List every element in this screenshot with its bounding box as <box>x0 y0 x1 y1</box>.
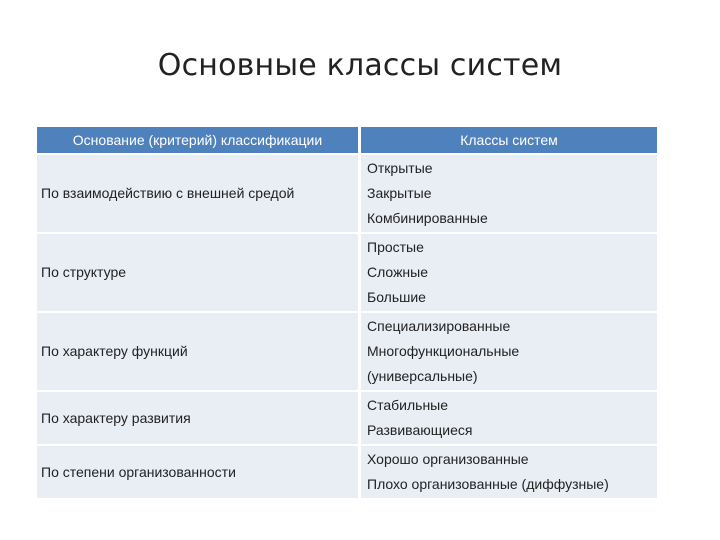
classes-cell <box>360 445 658 499</box>
table-row <box>37 312 657 391</box>
class-item: Хорошо организованные <box>367 451 529 467</box>
table-row <box>37 233 657 312</box>
class-item: Специализированные <box>367 318 511 334</box>
table-row <box>37 445 657 499</box>
classes-cell <box>360 312 658 391</box>
class-item: Комбинированные <box>367 210 488 226</box>
slide-title: Основные классы систем <box>157 48 563 83</box>
criterion-cell: По взаимодействию с внешней средой <box>37 154 360 233</box>
criterion-cell: По характеру функций <box>37 312 360 391</box>
criterion-cell: По степени организованности <box>37 445 360 499</box>
column-header-criterion: Основание (критерий) классификации <box>37 127 360 154</box>
class-item: Стабильные <box>367 397 449 413</box>
criterion-cell: По характеру развития <box>37 391 360 445</box>
class-item: Многофункциональные <box>367 343 520 359</box>
classes-cell <box>360 154 658 233</box>
class-item: Большие <box>367 289 426 305</box>
classification-table <box>37 127 657 500</box>
class-item: Плохо организованные (диффузные) <box>367 476 609 492</box>
class-item: Простые <box>367 239 424 255</box>
classes-cell <box>360 391 658 445</box>
column-header-classes: Классы систем <box>360 127 658 154</box>
classes-cell <box>360 233 658 312</box>
class-item: Сложные <box>367 264 429 280</box>
criterion-cell: По структуре <box>37 233 360 312</box>
class-item: Развивающиеся <box>367 422 473 438</box>
class-item: Закрытые <box>367 185 432 201</box>
table-row <box>37 391 657 445</box>
table-row <box>37 154 657 233</box>
table-header-row <box>37 127 657 154</box>
class-item: (универсальные) <box>367 368 478 384</box>
class-item: Открытые <box>367 160 433 176</box>
